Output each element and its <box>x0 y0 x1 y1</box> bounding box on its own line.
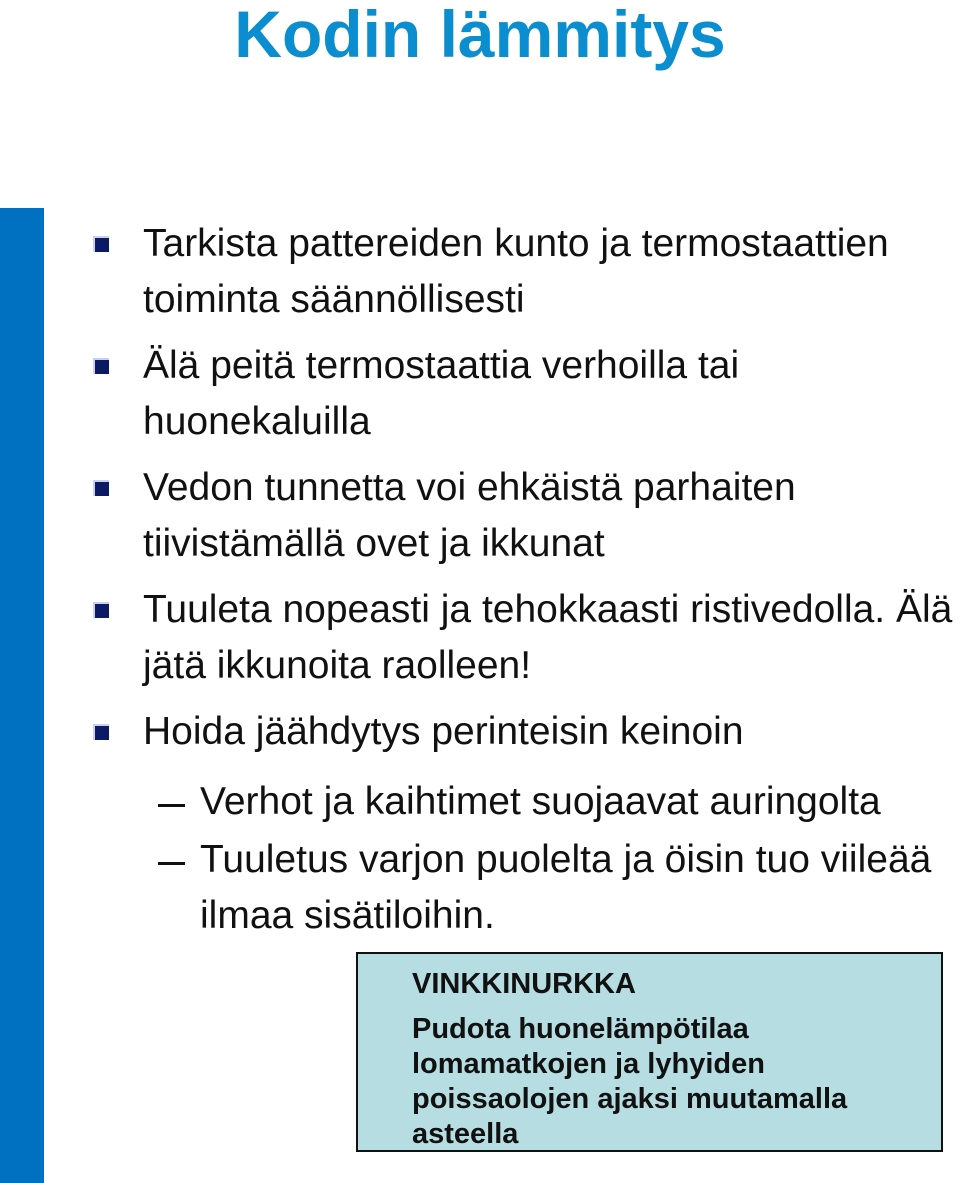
square-bullet-icon <box>93 724 109 740</box>
bullet-text: Tarkista pattereiden kunto ja termostaattien toiminta säännöllisesti <box>143 222 889 321</box>
tip-box <box>356 952 943 1152</box>
square-bullet-icon <box>93 480 109 496</box>
bullet-item <box>0 704 960 760</box>
bullet-text: Älä peitä termostaattia verhoilla tai huonekaluilla <box>143 344 740 443</box>
sub-bullet-text: Verhot ja kaihtimet suojaavat auringolta <box>200 780 881 823</box>
tip-body: Pudota huonelämpötilaa lomamatkojen ja lyhyiden poissaolojen ajaksi muutamalla asteella <box>412 1013 848 1150</box>
bullet-text: Vedon tunnetta voi ehkäistä parhaiten tiivistämällä ovet ja ikkunat <box>143 466 796 565</box>
main-bullet-list <box>0 216 960 770</box>
sub-bullet-item <box>0 774 960 830</box>
bullet-text: Hoida jäähdytys perinteisin keinoin <box>143 710 744 753</box>
bullet-text: Tuuleta nopeasti ja tehokkaasti ristivedolla. Älä jätä ikkunoita raolleen! <box>143 588 953 687</box>
dash-icon <box>158 804 185 807</box>
bullet-item <box>0 338 960 450</box>
sub-bullet-item <box>0 832 960 944</box>
bullet-item <box>0 216 960 328</box>
sub-bullet-text: Tuuletus varjon puolelta ja öisin tuo viileää ilmaa sisätiloihin. <box>200 838 932 937</box>
square-bullet-icon <box>93 602 109 618</box>
page-title: Kodin lämmitys <box>234 0 726 71</box>
square-bullet-icon <box>93 358 109 374</box>
tip-heading: VINKKINURKKA <box>412 968 636 1000</box>
dash-icon <box>158 862 185 865</box>
bullet-item <box>0 460 960 572</box>
sub-bullet-list <box>0 774 960 946</box>
square-bullet-icon <box>93 236 109 252</box>
bullet-item <box>0 582 960 694</box>
